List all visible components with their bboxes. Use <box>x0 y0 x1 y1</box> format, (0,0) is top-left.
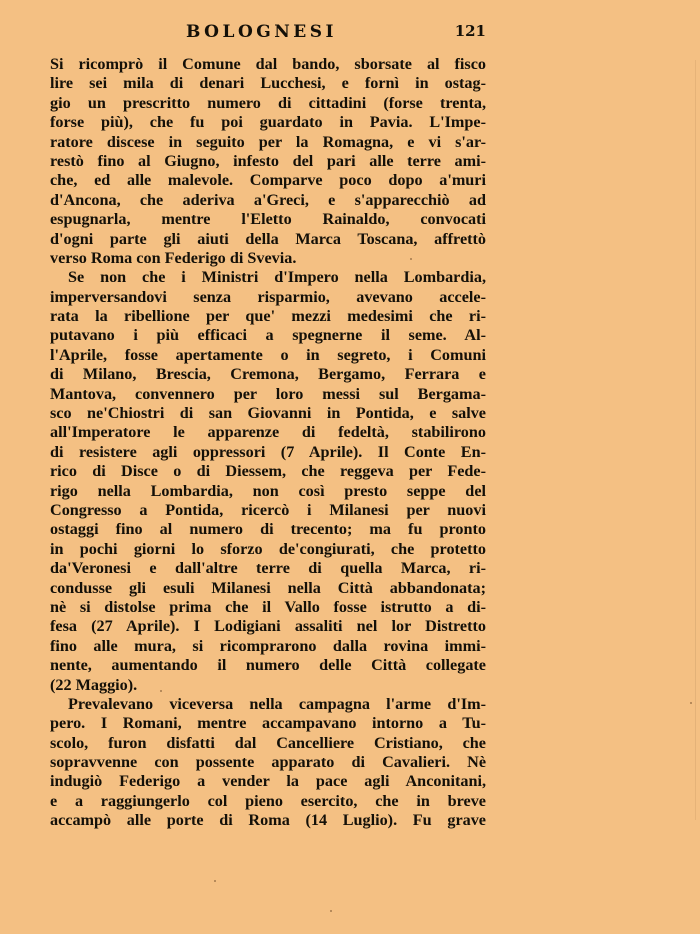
text-line: rigo nella Lombardia, non così presto seppe del <box>50 481 486 500</box>
paper-speck <box>410 258 412 260</box>
text-line: di resistere agli oppressori (7 Aprile). Il Conte En- <box>50 442 486 461</box>
text-line: Prevalevano viceversa nella campagna l'arme d'Im- <box>68 694 486 713</box>
text-line: espugnarla, mentre l'Eletto Rainaldo, convocati <box>50 210 486 229</box>
text-line: d'ogni parte gli aiuti della Marca Toscana, affrettò <box>50 229 486 248</box>
text-line: e a raggiungerlo col pieno esercito, che in breve <box>50 791 486 810</box>
text-line: fino alle mura, si ricomprarono dalla rovina immi- <box>50 636 486 655</box>
text-line: sco ne'Chiostri di san Giovanni in Pontida, e salve <box>50 404 486 423</box>
text-line: Se non che i Ministri d'Impero nella Lombardia, <box>68 268 486 287</box>
text-line: restò fino al Giugno, infesto del pari alle terre ami- <box>50 151 486 170</box>
text-line: nente, aumentando il numero delle Città collegate <box>50 656 486 675</box>
body-text <box>50 55 486 831</box>
text-line: verso Roma con Federigo di Svevia. <box>50 248 297 267</box>
text-line: sopravvenne con possente apparato di Cavalieri. Nè <box>50 753 486 772</box>
text-line: di Milano, Brescia, Cremona, Bergamo, Ferrara e <box>50 365 486 384</box>
text-line: gio un prescritto numero di cittadini (forse trenta, <box>50 93 486 112</box>
paper-speck <box>330 910 332 912</box>
text-line: rico di Disce o di Diessem, che reggeva per Fede- <box>50 462 486 481</box>
text-line: putavano i più efficaci a spegnerne il seme. Al- <box>50 326 486 345</box>
text-line: forse più), che fu poi guardato in Pavia. L'Impe- <box>50 113 486 132</box>
text-line: l'Aprile, fosse apertamente o in segreto, i Comuni <box>50 345 486 364</box>
text-line: rata la ribellione per que' mezzi medesimi che ri- <box>50 307 486 326</box>
text-line: condusse gli esuli Milanesi nella Città abbandonata; <box>50 578 486 597</box>
page-number: 121 <box>454 22 486 40</box>
text-line: imperversandovi senza risparmio, avevano accele- <box>50 287 486 306</box>
text-line: ostaggi fino al numero di trecento; ma fu pronto <box>50 520 486 539</box>
text-line: (22 Maggio). <box>50 675 138 694</box>
text-line: scolo, furon disfatti dal Cancelliere Cristiano, che <box>50 733 486 752</box>
text-line: Congresso a Pontida, ricercò i Milanesi per nuovi <box>50 500 486 519</box>
paper-speck <box>160 690 162 692</box>
paper-speck <box>690 702 692 704</box>
text-line: ratore discese in seguito per la Romagna, e vi s'ar- <box>50 132 486 151</box>
text-line: in pochi giorni lo sforzo de'congiurati, che protetto <box>50 539 486 558</box>
running-title: BOLOGNESI <box>186 22 337 42</box>
text-line: da'Veronesi e dall'altre terre di quella Marca, ri- <box>50 559 486 578</box>
text-line: che, ed alle malevole. Comparve poco dopo a'muri <box>50 171 486 190</box>
paper-speck <box>214 880 216 882</box>
text-line: Si ricomprò il Comune dal bando, sborsate al fisco <box>50 55 486 73</box>
text-line: Mantova, convennero per loro messi sul Bergama- <box>50 384 486 403</box>
text-line: lire sei mila di denari Lucchesi, e fornì in ostag- <box>50 74 486 93</box>
text-line: pero. I Romani, mentre accampavano intorno a Tu- <box>50 714 486 733</box>
running-head <box>50 22 486 46</box>
text-line: accampò alle porte di Roma (14 Luglio). Fu grave <box>50 811 486 830</box>
text-line: nè si distolse prima che il Vallo fosse istrutto a di- <box>50 597 486 616</box>
page-edge-shadow <box>695 60 696 820</box>
text-line: fesa (27 Aprile). I Lodigiani assaliti nel lor Distretto <box>50 617 486 636</box>
text-line: d'Ancona, che aderiva a'Greci, e s'apparecchiò ad <box>50 190 486 209</box>
text-line: all'Imperatore le apparenze di fedeltà, stabilirono <box>50 423 486 442</box>
text-line: indugiò Federigo a vender la pace agli Anconitani, <box>50 772 486 791</box>
